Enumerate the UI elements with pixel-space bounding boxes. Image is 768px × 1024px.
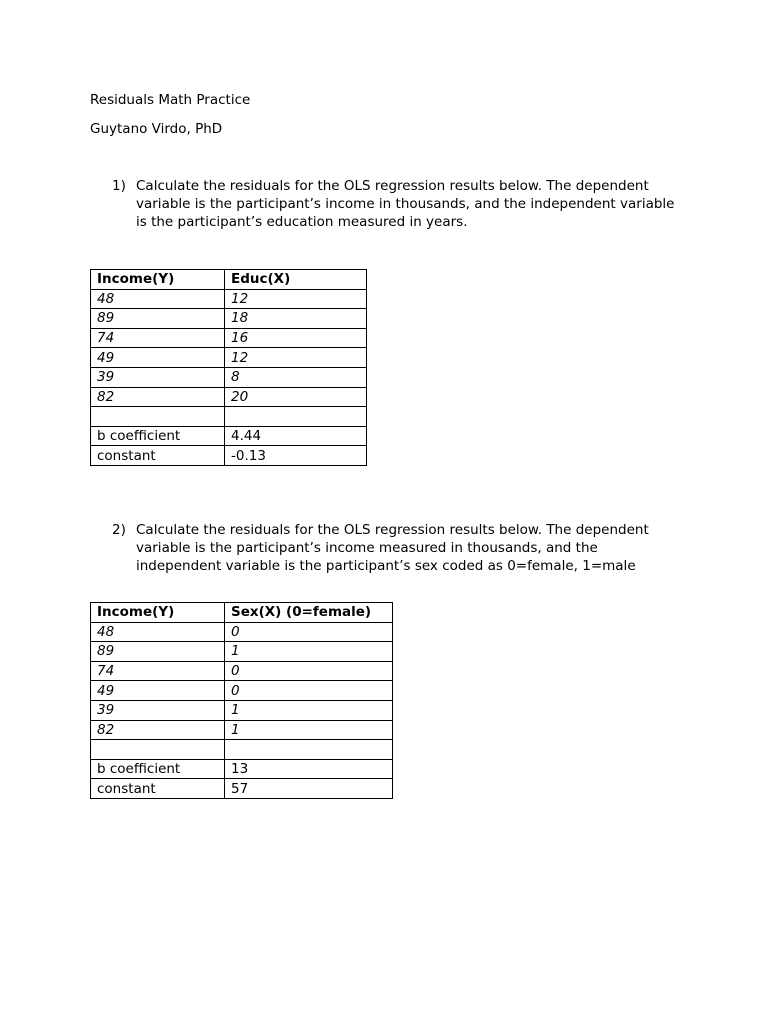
constant-value: -0.13 [225, 446, 367, 466]
b-coefficient-label: b coefficient [91, 426, 225, 446]
educ-cell: 18 [225, 309, 367, 329]
educ-cell: 16 [225, 328, 367, 348]
table-row [91, 328, 367, 348]
table-header-row [91, 270, 367, 290]
blank-cell [225, 407, 367, 427]
regression-table-1 [90, 269, 367, 466]
sex-cell: 1 [225, 700, 393, 720]
sex-cell: 0 [225, 681, 393, 701]
table-row [91, 681, 393, 701]
header-income: Income(Y) [91, 603, 225, 623]
constant-value: 57 [225, 779, 393, 799]
constant-row [91, 446, 367, 466]
blank-cell [91, 740, 225, 760]
constant-row [91, 779, 393, 799]
b-coefficient-value: 4.44 [225, 426, 367, 446]
question-number: 2) [112, 522, 126, 538]
blank-row [91, 407, 367, 427]
income-cell: 39 [91, 367, 225, 387]
header-income: Income(Y) [91, 270, 225, 290]
question-2 [112, 521, 682, 575]
sex-cell: 1 [225, 642, 393, 662]
table-row [91, 289, 367, 309]
question-1 [112, 177, 682, 231]
table-row [91, 700, 393, 720]
educ-cell: 12 [225, 348, 367, 368]
income-cell: 74 [91, 328, 225, 348]
income-cell: 82 [91, 387, 225, 407]
header-educ: Educ(X) [225, 270, 367, 290]
educ-cell: 8 [225, 367, 367, 387]
question-number: 1) [112, 178, 126, 194]
educ-cell: 12 [225, 289, 367, 309]
table-row [91, 720, 393, 740]
constant-label: constant [91, 779, 225, 799]
document-author: Guytano Virdo, PhD [90, 121, 223, 137]
sex-cell: 1 [225, 720, 393, 740]
income-cell: 48 [91, 289, 225, 309]
blank-row [91, 740, 393, 760]
table-row [91, 367, 367, 387]
blank-cell [225, 740, 393, 760]
b-coefficient-label: b coefficient [91, 759, 225, 779]
table-row [91, 622, 393, 642]
blank-cell [91, 407, 225, 427]
income-cell: 89 [91, 309, 225, 329]
constant-label: constant [91, 446, 225, 466]
document-title: Residuals Math Practice [90, 92, 251, 108]
sex-cell: 0 [225, 622, 393, 642]
question-text: Calculate the residuals for the OLS regression results below. The dependent variable is the participant’s income measured in thousands, and the independent variable is the participant’s sex coded as 0=female, 1=male [136, 522, 649, 574]
regression-table-2 [90, 602, 393, 799]
b-coefficient-row [91, 426, 367, 446]
sex-cell: 0 [225, 661, 393, 681]
income-cell: 48 [91, 622, 225, 642]
income-cell: 39 [91, 700, 225, 720]
b-coefficient-value: 13 [225, 759, 393, 779]
header-sex: Sex(X) (0=female) [225, 603, 393, 623]
table-row [91, 387, 367, 407]
income-cell: 89 [91, 642, 225, 662]
income-cell: 82 [91, 720, 225, 740]
table-row [91, 642, 393, 662]
income-cell: 74 [91, 661, 225, 681]
income-cell: 49 [91, 681, 225, 701]
educ-cell: 20 [225, 387, 367, 407]
table-header-row [91, 603, 393, 623]
table-row [91, 348, 367, 368]
table-row [91, 661, 393, 681]
question-text: Calculate the residuals for the OLS regression results below. The dependent variable is the participant’s income in thousands, and the independent variable is the participant’s education measured in years. [136, 178, 675, 230]
table-row [91, 309, 367, 329]
income-cell: 49 [91, 348, 225, 368]
b-coefficient-row [91, 759, 393, 779]
